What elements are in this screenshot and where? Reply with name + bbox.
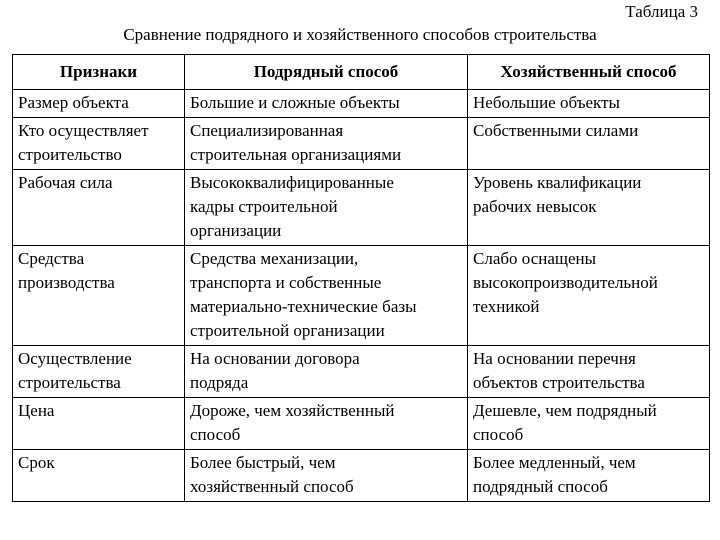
cell-line: материально-технические базы <box>190 297 417 316</box>
feature-cell <box>13 90 185 118</box>
table-row <box>13 450 710 502</box>
cell-line: кадры строительной <box>190 197 338 216</box>
feature-cell <box>13 398 185 450</box>
contract-cell <box>185 346 468 398</box>
cell-line: строительной организации <box>190 321 385 340</box>
table-row <box>13 170 710 246</box>
feature-cell <box>13 346 185 398</box>
feature-cell <box>13 170 185 246</box>
inhouse-cell <box>468 398 710 450</box>
cell-line: Средства механизации, <box>190 249 359 268</box>
inhouse-cell <box>468 170 710 246</box>
feature-cell <box>13 246 185 346</box>
cell-line: объектов строительства <box>473 373 645 392</box>
inhouse-cell <box>468 118 710 170</box>
table-header-row <box>13 55 710 90</box>
feature-cell <box>13 118 185 170</box>
cell-line: Дешевле, чем подрядный <box>473 401 657 420</box>
cell-line: способ <box>473 425 524 444</box>
cell-line: хозяйственный способ <box>190 477 354 496</box>
cell-line: Осуществление <box>18 349 132 368</box>
inhouse-cell <box>468 90 710 118</box>
inhouse-cell <box>468 346 710 398</box>
cell-line: Уровень квалификации <box>473 173 642 192</box>
cell-line: строительства <box>18 373 121 392</box>
comparison-table <box>12 54 710 502</box>
contract-cell <box>185 398 468 450</box>
cell-line: высокопроизводительной <box>473 273 658 292</box>
cell-line: Срок <box>18 453 55 472</box>
cell-line: подряда <box>190 373 249 392</box>
cell-line: техникой <box>473 297 540 316</box>
table-row <box>13 246 710 346</box>
table-number: Таблица 3 <box>625 2 698 21</box>
cell-line: Кто осуществляет <box>18 121 149 140</box>
table-row <box>13 90 710 118</box>
cell-line: рабочих невысок <box>473 197 597 216</box>
contract-cell <box>185 170 468 246</box>
cell-line: Более быстрый, чем <box>190 453 336 472</box>
table-row <box>13 398 710 450</box>
cell-line: Более медленный, чем <box>473 453 636 472</box>
cell-line: строительная организациями <box>190 145 402 164</box>
contract-cell <box>185 450 468 502</box>
cell-line: Высококвалифицированные <box>190 173 394 192</box>
cell-line: Небольшие объекты <box>473 93 620 112</box>
cell-line: строительство <box>18 145 122 164</box>
cell-line: Собственными силами <box>473 121 639 140</box>
contract-cell <box>185 90 468 118</box>
cell-line: производства <box>18 273 115 292</box>
feature-cell <box>13 450 185 502</box>
cell-line: Большие и сложные объекты <box>190 93 400 112</box>
inhouse-cell <box>468 450 710 502</box>
cell-line: На основании договора <box>190 349 360 368</box>
cell-line: подрядный способ <box>473 477 608 496</box>
cell-line: Средства <box>18 249 85 268</box>
cell-line: Специализированная <box>190 121 344 140</box>
contract-cell <box>185 246 468 346</box>
header-contract-method: Подрядный способ <box>185 55 468 90</box>
contract-cell <box>185 118 468 170</box>
table-row <box>13 346 710 398</box>
cell-line: Слабо оснащены <box>473 249 597 268</box>
cell-line: способ <box>190 425 241 444</box>
cell-line: Дороже, чем хозяйственный <box>190 401 395 420</box>
header-inhouse-method: Хозяйственный способ <box>468 55 710 90</box>
table-row <box>13 118 710 170</box>
cell-line: Рабочая сила <box>18 173 113 192</box>
cell-line: На основании перечня <box>473 349 636 368</box>
cell-line: Размер объекта <box>18 93 129 112</box>
header-features: Признаки <box>13 55 185 90</box>
cell-line: транспорта и собственные <box>190 273 382 292</box>
cell-line: Цена <box>18 401 55 420</box>
table-caption: Сравнение подрядного и хозяйственного способов строительства <box>123 25 597 44</box>
cell-line: организации <box>190 221 282 240</box>
inhouse-cell <box>468 246 710 346</box>
